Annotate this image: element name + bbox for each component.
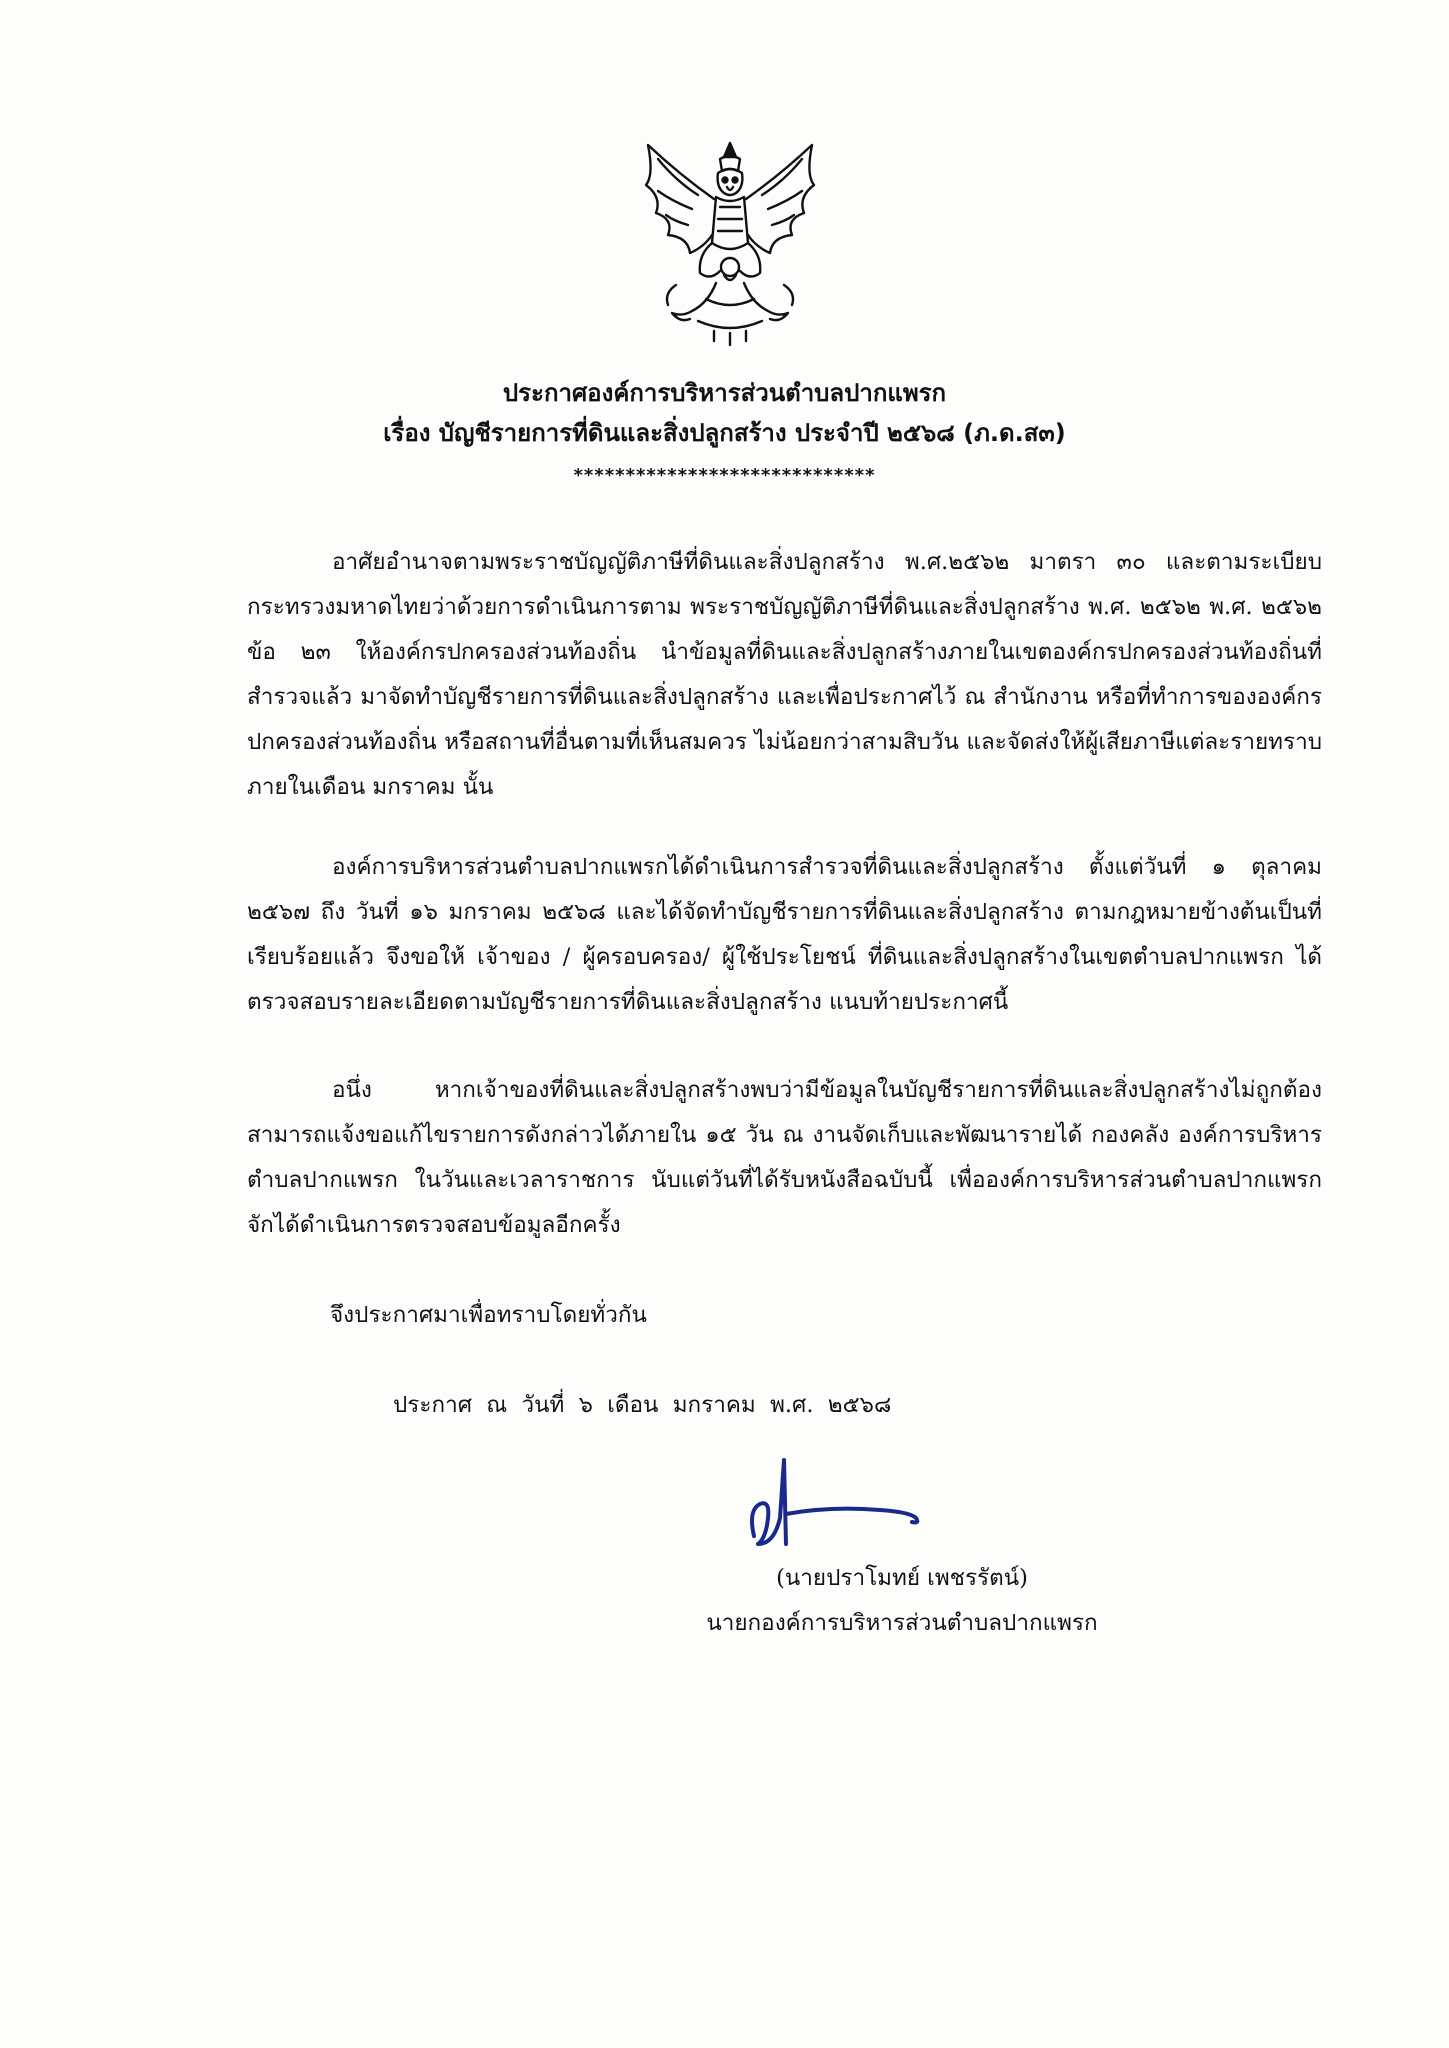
body-paragraph-3: อนึ่ง หากเจ้าของที่ดินและสิ่งปลูกสร้างพบว่ามีข้อมูลในบัญชีรายการที่ดินและสิ่งปลูกสร้างไม่ถูกต้อง สามารถแจ้งขอแก้ไขรายการดังกล่าวได้ภายใน ๑๕ วัน ณ งานจัดเก็บและพัฒนารายได้ กองคลัง องค์การบริหารตำบลปากแพรก ในวันและเวลาราชการ นับแต่วันที่ได้รับหนังสือฉบับนี้ เพื่อองค์การบริหารส่วนตำบลปากแพรก จักได้ดำเนินการตรวจสอบข้อมูลอีกครั้ง	[247, 1077, 1322, 1238]
signatory-name: (นายปราโมทย์ เพชรรัตน์)	[776, 1565, 1028, 1591]
announcement-issuer-title: ประกาศองค์การบริหารส่วนตำบลปากแพรก	[502, 379, 947, 407]
handwritten-signature	[740, 1448, 925, 1558]
body-paragraph-2: องค์การบริหารส่วนตำบลปากแพรกได้ดำเนินการสำรวจที่ดินและสิ่งปลูกสร้าง ตั้งแต่วันที่ ๑ ตุลาคม ๒๕๖๗ ถึง วันที่ ๑๖ มกราคม ๒๕๖๘ และได้จัดทำบัญชีรายการที่ดินและสิ่งปลูกสร้าง ตามกฎหมายข้างต้นเป็นที่เรียบร้อยแล้ว จึงขอให้ เจ้าของ / ผู้ครอบครอง/ ผู้ใช้ประโยชน์ ที่ดินและสิ่งปลูกสร้างในเขตตำบลปากแพรก ได้ตรวจสอบรายละเอียดตามบัญชีรายการที่ดินและสิ่งปลูกสร้าง แนบท้ายประกาศนี้	[247, 854, 1322, 1015]
closing-statement: จึงประกาศมาเพื่อทราบโดยทั่วกัน	[330, 1302, 647, 1328]
signatory-title: นายกองค์การบริหารส่วนตำบลปากแพรก	[706, 1610, 1098, 1636]
announcement-date: ประกาศ ณ วันที่ ๖ เดือน มกราคม พ.ศ. ๒๕๖๘	[393, 1392, 892, 1418]
garuda-emblem-icon	[628, 135, 833, 350]
header-divider: *****************************	[573, 465, 876, 486]
announcement-subject: เรื่อง บัญชีรายการที่ดินและสิ่งปลูกสร้าง ประจำปี ๒๕๖๘ (ภ.ด.ส๓)	[383, 419, 1066, 447]
body-paragraph-1: อาศัยอำนาจตามพระราชบัญญัติภาษีที่ดินและสิ่งปลูกสร้าง พ.ศ.๒๕๖๒ มาตรา ๓๐ และตามระเบียบกระทรวงมหาดไทยว่าด้วยการดำเนินการตาม พระราชบัญญัติภาษีที่ดินและสิ่งปลูกสร้าง พ.ศ. ๒๕๖๒ พ.ศ. ๒๕๖๒ ข้อ ๒๓ ให้องค์กรปกครองส่วนท้องถิ่น นำข้อมูลที่ดินและสิ่งปลูกสร้างภายในเขตองค์กรปกครองส่วนท้องถิ่นที่สำรวจแล้ว มาจัดทำบัญชีรายการที่ดินและสิ่งปลูกสร้าง และเพื่อประกาศไว้ ณ สำนักงาน หรือที่ทำการขององค์กรปกครองส่วนท้องถิ่น หรือสถานที่อื่นตามที่เห็นสมควร ไม่น้อยกว่าสามสิบวัน และจัดส่งให้ผู้เสียภาษีแต่ละรายทราบภายในเดือน มกราคม นั้น	[247, 549, 1322, 800]
